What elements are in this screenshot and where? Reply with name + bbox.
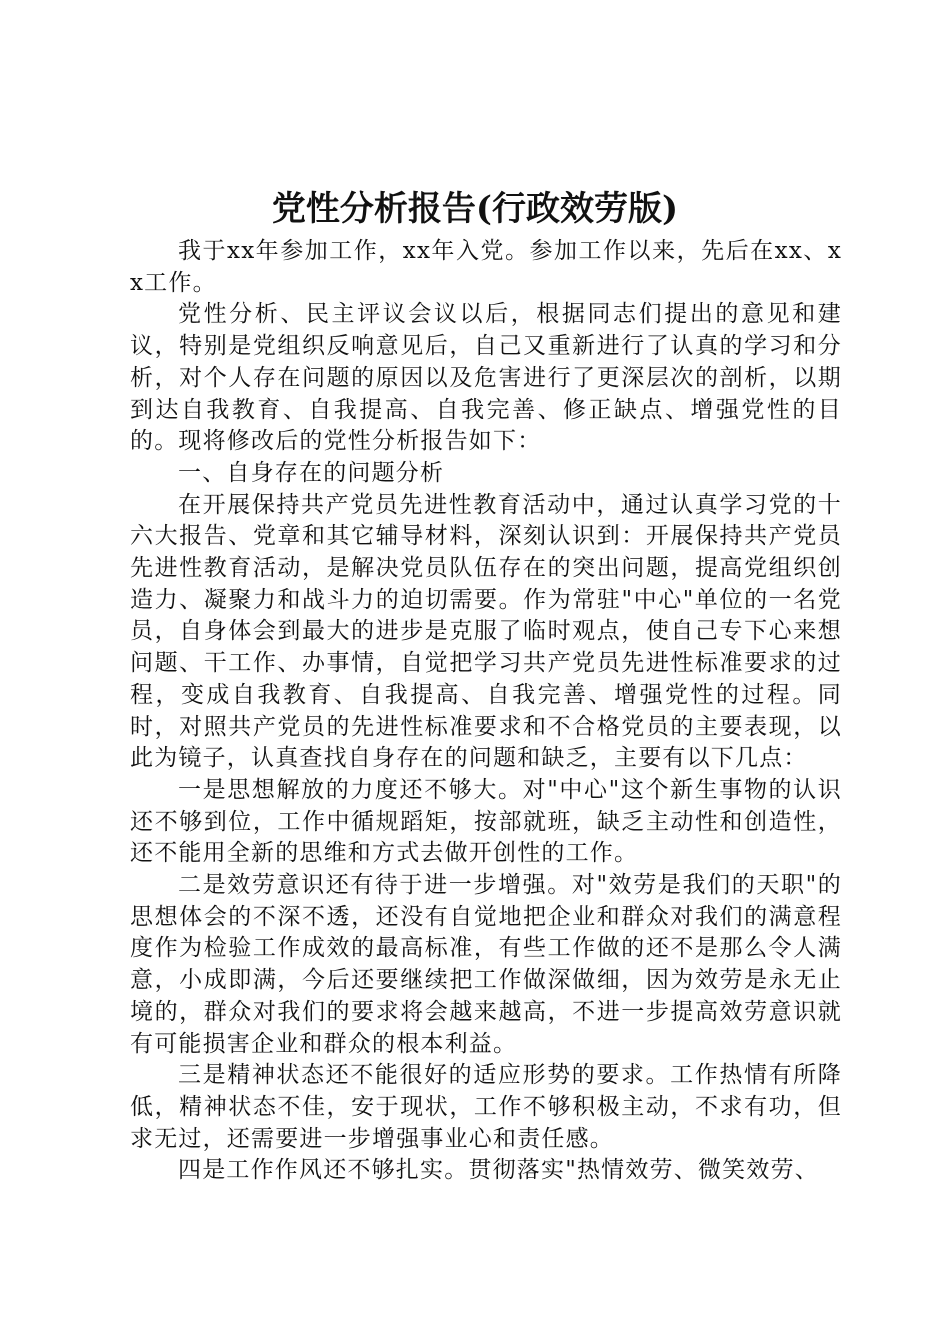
paragraph-point-4: 四是工作作风还不够扎实。贯彻落实"热情效劳、微笑效劳、 — [178, 1157, 819, 1184]
paragraph-point-1: 一是思想解放的力度还不够大。对"中心"这个新生事物的认识还不够到位，工作中循规蹈矩，按部就班，缺乏主动性和创造性，还不能用全新的思维和方式去做开创性的工作。 — [130, 776, 842, 867]
paragraph-intro: 我于xx年参加工作，xx年入党。参加工作以来，先后在xx、xx工作。 — [130, 238, 842, 296]
paragraph-point-2: 二是效劳意识还有待于进一步增强。对"效劳是我们的天职"的思想体会的不深不透，还没有自觉地把企业和群众对我们的满意程度作为检验工作成效的最高标准，有些工作做的还不是那么令人满意，小成即满，今后还要继续把工作做深做细，因为效劳是永无止境的，群众对我们的要求将会越来越高，不进一步提高效劳意识就有可能损害企业和群众的根本利益。 — [130, 872, 842, 1057]
document-body — [130, 236, 842, 1187]
paragraph-point-3: 三是精神状态还不能很好的适应形势的要求。工作热情有所降低，精神状态不佳，安于现状，工作不够积极主动，不求有功，但求无过，还需要进一步增强事业心和责任感。 — [130, 1062, 842, 1152]
paragraph-background: 党性分析、民主评议会议以后，根据同志们提出的意见和建议，特别是党组织反响意见后，自己又重新进行了认真的学习和分析，对个人存在问题的原因以及危害进行了更深层次的剖析，以期到达自我教育、自我提高、自我完善、修正缺点、增强党性的目的。现将修改后的党性分析报告如下： — [130, 301, 842, 455]
paragraph-analysis: 在开展保持共产党员先进性教育活动中，通过认真学习党的十六大报告、党章和其它辅导材料，深刻认识到：开展保持共产党员先进性教育活动，是解决党员队伍存在的突出问题，提高党组织创造力、凝聚力和战斗力的迫切需要。作为常驻"中心"单位的一名党员，自身体会到最大的进步是克服了临时观点，使自己专下心来想问题、干工作、办事情，自觉把学习共产党员先进性标准要求的过程，变成自我教育、自我提高、自我完善、增强党性的过程。同时，对照共产党员的先进性标准要求和不合格党员的主要表现，以此为镜子，认真查找自身存在的问题和缺乏，主要有以下几点： — [130, 491, 842, 772]
section-heading: 一、自身存在的问题分析 — [178, 459, 445, 486]
document-title: 党性分析报告(行政效劳版) — [271, 189, 679, 229]
